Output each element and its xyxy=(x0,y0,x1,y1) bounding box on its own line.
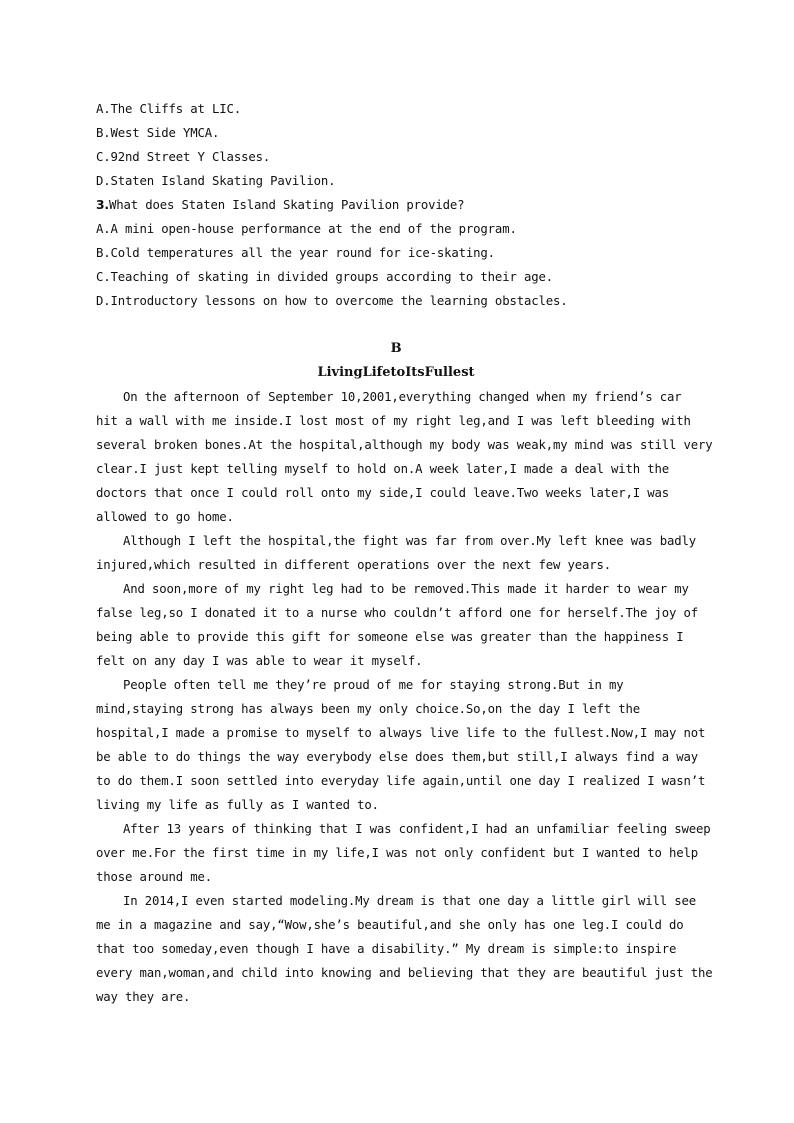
passage-line: doctors that once I could roll onto my side,I could leave.Two weeks later,I was xyxy=(96,486,670,500)
passage-line: way they are. xyxy=(96,990,191,1004)
passage-line: Although I left the hospital,the fight was far from over.My left knee was badly xyxy=(123,534,697,548)
option-b: B.West Side YMCA. xyxy=(96,126,220,140)
passage-line: And soon,more of my right leg had to be removed.This made it harder to wear my xyxy=(123,582,689,596)
passage-line: injured,which resulted in different operations over the next few years. xyxy=(96,558,611,572)
passage-line: In 2014,I even started modeling.My dream is that one day a little girl will see xyxy=(123,894,697,908)
passage-line: that too someday,even though I have a disability.” My dream is simple:to inspire xyxy=(96,942,677,956)
passage-line: hospital,I made a promise to myself to always live life to the fullest.Now,I may not xyxy=(96,726,706,740)
q3-option-b: B.Cold temperatures all the year round for ice-skating. xyxy=(96,246,495,260)
passage-line: to do them.I soon settled into everyday life again,until one day I realized I wasn’t xyxy=(96,774,706,788)
section-spacer xyxy=(96,313,696,337)
option-d: D.Staten Island Skating Pavilion. xyxy=(96,174,336,188)
q3-option-c: C.Teaching of skating in divided groups according to their age. xyxy=(96,270,553,284)
option-c: C.92nd Street Y Classes. xyxy=(96,150,271,164)
passage-title: LivingLifetoItsFullest xyxy=(317,365,475,380)
passage-line: me in a magazine and say,“Wow,she’s beautiful,and she only has one leg.I could do xyxy=(96,918,684,932)
passage-line: clear.I just kept telling myself to hold on.A week later,I made a deal with the xyxy=(96,462,670,476)
q3-option-d: D.Introductory lessons on how to overcome the learning obstacles. xyxy=(96,294,568,308)
passage-line: those around me. xyxy=(96,870,213,884)
passage-line: On the afternoon of September 10,2001,everything changed when my friend’s car xyxy=(123,390,682,404)
passage-line: every man,woman,and child into knowing and believing that they are beautiful just the xyxy=(96,966,713,980)
passage-line: false leg,so I donated it to a nurse who couldn’t afford one for herself.The joy of xyxy=(96,606,699,620)
question-number: 3. xyxy=(96,198,109,212)
question-text: What does Staten Island Skating Pavilion provide? xyxy=(108,198,465,212)
passage-line: hit a wall with me inside.I lost most of my right leg,and I was left bleeding with xyxy=(96,414,691,428)
passage-line: living my life as fully as I wanted to. xyxy=(96,798,379,812)
question-3 xyxy=(96,193,696,217)
passage-line: People often tell me they’re proud of me for staying strong.But in my xyxy=(123,678,624,692)
passage-body xyxy=(96,385,713,1009)
passage-line: mind,staying strong has always been my only choice.So,on the day I left the xyxy=(96,702,641,716)
document-page xyxy=(96,97,713,1009)
passage-line: over me.For the first time in my life,I was not only confident but I wanted to help xyxy=(96,846,699,860)
option-a: A.The Cliffs at LIC. xyxy=(96,102,242,116)
passage-line: After 13 years of thinking that I was confident,I had an unfamiliar feeling sweep xyxy=(123,822,711,836)
passage-line: allowed to go home. xyxy=(96,510,234,524)
section-label: B xyxy=(390,341,402,356)
passage-line: being able to provide this gift for someone else was greater than the happiness I xyxy=(96,630,684,644)
q3-option-a: A.A mini open-house performance at the end of the program. xyxy=(96,222,517,236)
passage-line: several broken bones.At the hospital,although my body was weak,my mind was still very xyxy=(96,438,713,452)
passage-line: be able to do things the way everybody else does them,but still,I always find a way xyxy=(96,750,699,764)
passage-line: felt on any day I was able to wear it myself. xyxy=(96,654,423,668)
